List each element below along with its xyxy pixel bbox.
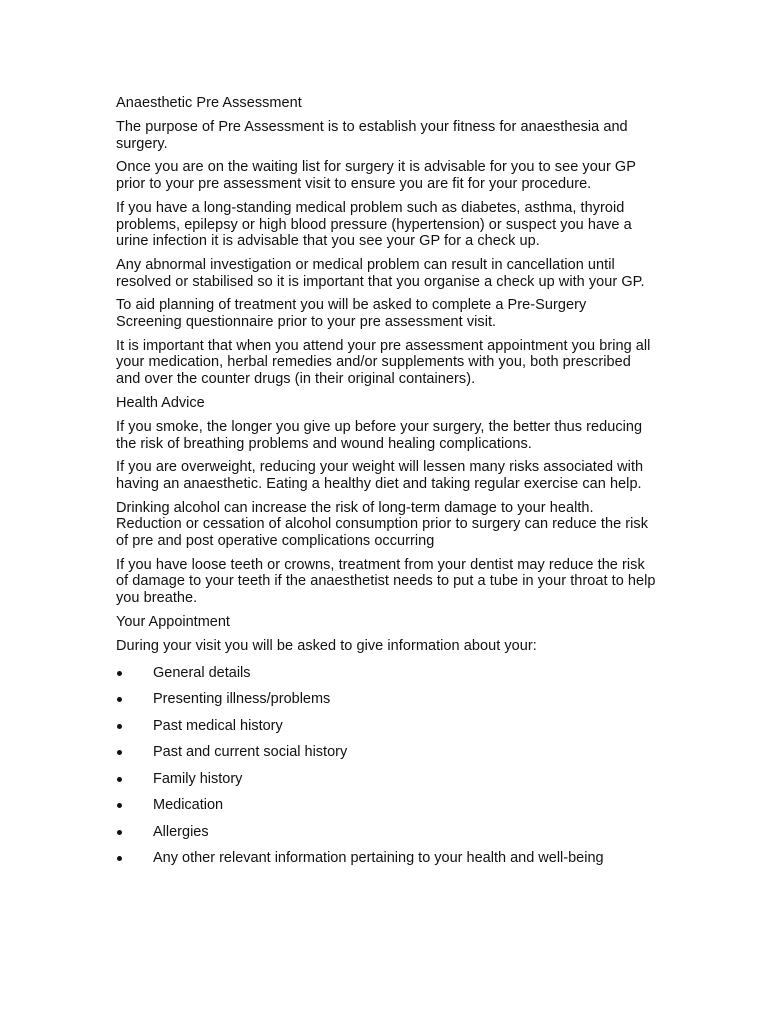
list-item-text: Any other relevant information pertaining to your health and well-being	[153, 850, 604, 867]
health-advice-paragraph: Drinking alcohol can increase the risk of long-term damage to your health. Reduction or cessation of alcohol consumption prior to surgery can reduce the risk of pre and post operative complications occurring	[116, 499, 649, 550]
intro-paragraph: If you have a long-standing medical problem such as diabetes, asthma, thyroid problems, epilepsy or high blood pressure (hypertension) or suspect you have a urine infection it is advisable that you see your GP for a check up.	[116, 199, 632, 250]
list-item	[116, 824, 656, 851]
intro-paragraph: The purpose of Pre Assessment is to establish your fitness for anaesthesia and surgery.	[116, 119, 628, 152]
bullet-icon	[117, 671, 122, 676]
list-item-text: Allergies	[153, 823, 209, 840]
appointment-intro: During your visit you will be asked to give information about your:	[116, 637, 537, 654]
document-title: Anaesthetic Pre Assessment	[116, 95, 302, 111]
bullet-icon	[117, 803, 122, 808]
list-item	[116, 797, 656, 824]
health-advice-paragraph: If you smoke, the longer you give up before your surgery, the better thus reducing the risk of breathing problems and wound healing complications.	[116, 418, 643, 452]
bullet-icon	[117, 856, 122, 861]
health-advice-heading: Health Advice	[116, 394, 205, 411]
bullet-icon	[117, 830, 122, 835]
intro-paragraph: Once you are on the waiting list for surgery it is advisable for you to see your GP prior to your pre assessment visit to ensure you are fit for your procedure.	[116, 159, 636, 193]
list-item	[116, 771, 656, 798]
list-item	[116, 665, 656, 692]
appointment-info-list	[116, 665, 656, 877]
bullet-icon	[117, 697, 122, 702]
list-item-text: Medication	[153, 797, 224, 814]
list-item-text: Past and current social history	[153, 744, 348, 761]
list-item	[116, 718, 656, 745]
document-page	[116, 95, 656, 877]
list-item	[116, 850, 656, 877]
list-item	[116, 691, 656, 718]
intro-paragraph: Any abnormal investigation or medical problem can result in cancellation until resolved or stabilised so it is important that you organise a check up with your GP.	[116, 256, 645, 290]
health-advice-paragraph: If you have loose teeth or crowns, treatment from your dentist may reduce the risk of damage to your teeth if the anaesthetist needs to put a tube in your throat to help you breathe.	[116, 556, 656, 607]
bullet-icon	[117, 777, 122, 782]
intro-paragraph: To aid planning of treatment you will be asked to complete a Pre-Surgery Screening questionnaire prior to your pre assessment visit.	[116, 297, 587, 331]
list-item-text: Past medical history	[153, 717, 283, 734]
health-advice-paragraph: If you are overweight, reducing your weight will lessen many risks associated with having an anaesthetic. Eating a healthy diet and taking regular exercise can help.	[116, 459, 644, 492]
bullet-icon	[117, 750, 122, 755]
list-item-text: Family history	[153, 770, 243, 787]
appointment-heading: Your Appointment	[116, 613, 230, 630]
list-item	[116, 744, 656, 771]
bullet-icon	[117, 724, 122, 729]
list-item-text: Presenting illness/problems	[153, 691, 331, 708]
list-item-text: General details	[153, 664, 251, 681]
intro-paragraph: It is important that when you attend your pre assessment appointment you bring all your medication, herbal remedies and/or supplements with you, both prescribed and over the counter drugs (in their original containers).	[116, 337, 651, 388]
